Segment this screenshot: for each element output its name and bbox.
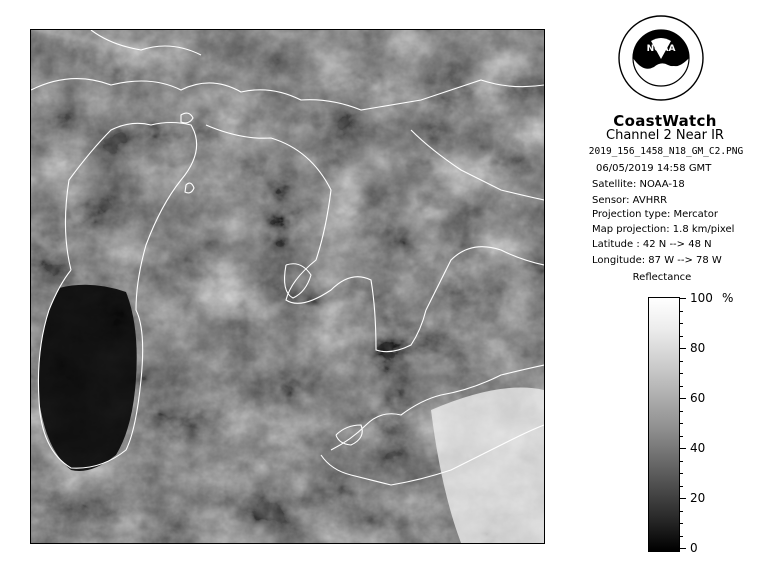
colorbar-tick: [680, 548, 686, 549]
colorbar-minor-tick: [680, 511, 683, 512]
colorbar-minor-tick: [680, 386, 683, 387]
colorbar-minor-tick: [680, 311, 683, 312]
satellite-imagery: [31, 30, 544, 543]
channel-label: Channel 2 Near IR: [606, 128, 724, 143]
colorbar-minor-tick: [680, 411, 683, 412]
colorbar-title: Reflectance: [632, 272, 692, 283]
lake-michigan-water: [39, 285, 137, 471]
longitude-label: Longitude: 87 W --> 78 W: [592, 255, 722, 266]
filename-label: 2019_156_1458_N18_GM_C2.PNG: [588, 146, 744, 157]
colorbar-tick: [680, 298, 686, 299]
colorbar-tick-label: 20: [690, 491, 706, 505]
colorbar-tick-label: 80: [690, 341, 706, 355]
page-title: CoastWatch: [613, 112, 717, 130]
colorbar-minor-tick: [680, 361, 683, 362]
colorbar-minor-tick: [680, 336, 683, 337]
colorbar-minor-tick: [680, 523, 683, 524]
colorbar-minor-tick: [680, 436, 683, 437]
colorbar-tick: [680, 398, 686, 399]
colorbar-tick: [680, 348, 686, 349]
datetime-label: 06/05/2019 14:58 GMT: [596, 163, 712, 174]
colorbar-tick: [680, 498, 686, 499]
sensor-label: Sensor: AVHRR: [592, 195, 668, 206]
colorbar-minor-tick: [680, 323, 683, 324]
logo-text: NOAA: [646, 44, 676, 54]
colorbar-tick-label: 60: [690, 391, 706, 405]
colorbar-minor-tick: [680, 536, 683, 537]
colorbar-minor-tick: [680, 461, 683, 462]
latitude-label: Latitude : 42 N --> 48 N: [592, 239, 712, 250]
satellite-label: Satellite: NOAA-18: [592, 179, 685, 190]
colorbar-minor-tick: [680, 486, 683, 487]
colorbar-minor-tick: [680, 473, 683, 474]
colorbar-tick-label: 100: [690, 291, 713, 305]
reflectance-colorbar: [648, 297, 680, 552]
noaa-logo: [618, 15, 704, 101]
satellite-map: [30, 29, 545, 544]
map-projection-label: Map projection: 1.8 km/pixel: [592, 224, 735, 235]
colorbar-tick: [680, 448, 686, 449]
colorbar-unit: %: [722, 291, 734, 305]
colorbar-tick-label: 0: [690, 541, 698, 555]
colorbar-minor-tick: [680, 423, 683, 424]
colorbar-minor-tick: [680, 373, 683, 374]
projection-type-label: Projection type: Mercator: [592, 209, 718, 220]
colorbar-tick-label: 40: [690, 441, 706, 455]
